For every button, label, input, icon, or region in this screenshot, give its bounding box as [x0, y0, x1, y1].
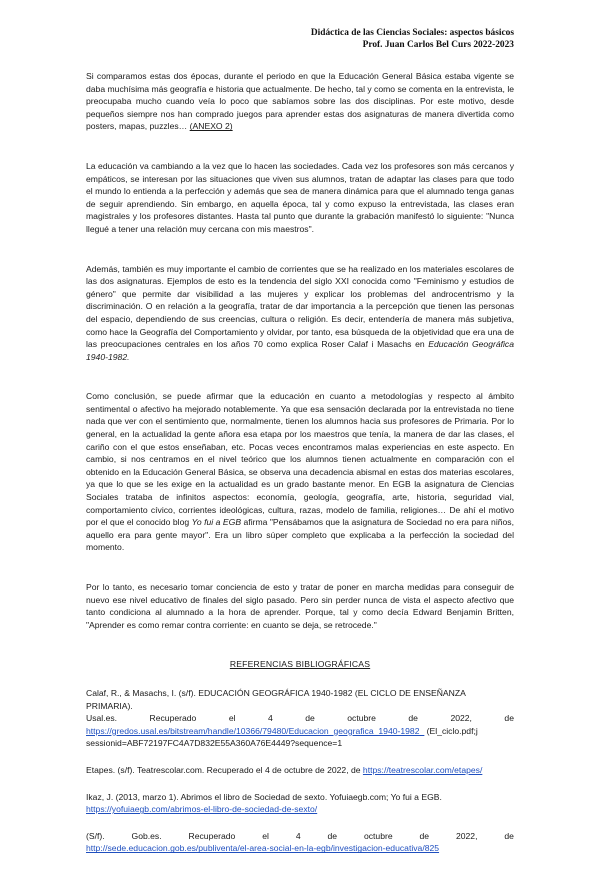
reference-gob-link[interactable]: http://sede.educacion.gob.es/publiventa/el-area-social-en-la-egb/investigacion-educativa/825: [86, 843, 440, 854]
header-professor-course: Prof. Juan Carlos Bel Curs 2022-2023: [362, 40, 514, 51]
reference-calaf-line2: [86, 712, 514, 725]
paragraph-final: Por lo tanto, es necesario tomar conciencia de esto y tratar de poner en marcha medidas para conseguir de nuevo ese nivel educativo de finales del siglo pasado. Pero sin perder nunca de vista el aspecto afectivo que tanto condiciona al alumnado a la hora de aprender. Porque, tal y como decía Edward Benjamin Britten, "Aprender es como remar contra corriente: en cuanto se deja, se retrocede.": [86, 582, 514, 630]
reference-calaf-tail: (El_ciclo.pdf;j sessionid=ABF72197FC4A7D832E55A360A76E4449?sequence=1: [86, 725, 478, 749]
ref-word: de: [419, 830, 430, 841]
ref-word: de: [504, 830, 514, 841]
ref-word: el: [262, 830, 269, 841]
reference-etapes: [86, 764, 514, 777]
book-title: Educación Geográfica 1940-1982.: [86, 339, 514, 362]
reference-calaf-line3: [86, 725, 514, 750]
ref-word: de: [305, 713, 315, 724]
ref-word: de: [504, 713, 514, 724]
paragraph-text: Si comparamos estas dos épocas, durante el periodo en que la Educación General Básica estaba vigente se daba muchísima más geografía e historia que actualmente. De hecho, tal y como se comenta en la entrevista, le preocupaba mucho cuando veía lo poco que sabíamos sobre las dos disciplinas. Por este motivo, desde pequeños siempre nos han comprado juegos para aprender estas dos asignaturas de manera divertida como posters, mapas, puzzles…: [86, 71, 515, 132]
document-header: [311, 27, 514, 52]
paragraph-comparison: [86, 70, 514, 133]
ref-word: (S/f).: [86, 830, 105, 841]
ref-word: octubre: [347, 713, 376, 724]
reference-gob: [86, 830, 514, 855]
reference-calaf-line1: Calaf, R., & Masachs, I. (s/f). EDUCACIÓN GEOGRÁFICA 1940-1982 (EL CICLO DE ENSEÑANZA PRIMARIA).: [86, 687, 466, 711]
ref-word: de: [327, 830, 338, 841]
reference-calaf: [86, 687, 514, 750]
ref-word: Usal.es.: [86, 713, 118, 724]
ref-word: 2022,: [450, 713, 472, 724]
ref-word: 2022,: [455, 830, 478, 841]
ref-word: Recuperado: [188, 830, 236, 841]
paragraph-education-change: La educación va cambiando a la vez que lo hacen las sociedades. Cada vez los profesores son más cercanos y empáticos, se interesan por las situaciones que viven sus alumnos, tratan de adaptar las clases para que todo el mundo lo entienda a la perfección y además que sea de manera dinámica para que el alumnado tenga ganas de seguir aprendiendo. Sin embargo, en aquella época, tal y como expuso la entrevistada, las clases eran magistrales y los profesores distantes. Hasta tal punto que durante la grabación manifestó lo siguiente: "Nunca llegué a tener una relación muy cercana con mis maestros".: [86, 160, 514, 234]
blog-title: Yo fui a EGB: [191, 517, 242, 528]
reference-ikaz-link[interactable]: https://yofuiaegb.com/abrimos-el-libro-de-sociedad-de-sexto/: [86, 804, 318, 815]
ref-word: Gob.es.: [131, 830, 162, 841]
ref-word: 4: [267, 713, 273, 724]
ref-word: de: [408, 713, 418, 724]
references-title: REFERENCIAS BIBLIOGRÁFICAS: [229, 659, 371, 670]
paragraph-text: Además, también es muy importante el cambio de corrientes que se ha realizado en los materiales escolares de las dos asignaturas. Ejemplos de esto es la tendencia del siglo XXI conocida como "Feminismo y estudios de género" que permite dar visibilidad a las mujeres y explicar los problemas del androcentrismo y la discriminación. O en relación a la geografía, tratar de dar importancia a la percepción que tienen las personas del espacio, dependiendo de sus creencias, cultura o religión. Es decir, entendería de manera más subjetiva, como hace la Geografía del Comportamiento y olvidar, por tanto, esa búsqueda de la objetividad que era una de las preocupaciones centrales en los años 70 como explica Roser Calaf i Masachs en: [86, 263, 514, 350]
ref-word: Recuperado: [149, 713, 197, 724]
annex-reference: (ANEXO 2): [189, 121, 233, 132]
reference-calaf-link[interactable]: https://gredos.usal.es/bitstream/handle/10366/79480/Educacion_geografica_1940-1982_: [86, 725, 425, 736]
document-body: [86, 70, 514, 869]
reference-etapes-link[interactable]: https://teatrescolar.com/etapes/: [362, 764, 483, 775]
paragraph-conclusion: [86, 390, 514, 554]
reference-ikaz-text: Ikaz, J. (2013, marzo 1). Abrimos el libro de Sociedad de sexto. Yofuiaegb.com; Yo fui a EGB.: [86, 791, 442, 802]
paragraph-text: Como conclusión, se puede afirmar que la educación en cuanto a metodologías y respecto al ámbito sentimental o afectivo ha mejorado notablemente. Ya que esa sensación declarada por la entrevistada no tiene nada que ver con el sentimiento que, normalmente, tienen los alumnos hacia sus profesores de Primaria. Por lo general, en la actualidad la gente añora esa etapa por los maestros que tenía, la manera de dar las clases, el cariño con el que estos enseñaban, etc. Pocas veces encontramos malas experiencias en este aspecto. En cambio, si nos centramos en el nivel teórico que los alumnos tienen actualmente en comparación con el obtenido en la Educación General Básica, se observa una decadencia abismal en estas dos materias escolares, ya que lo que se les exige en la actualidad es un grado bastante menor. En EGB la asignatura de Ciencias Sociales trataba de infinitos aspectos: economía, geología, geografía, arte, historia, seguridad vial, comportamiento cívico, corrientes ideológicas, cultura, razas, modelo de familia, religiones… De ahí el motivo por el que el conocido blog: [86, 391, 514, 528]
header-course-title: Didáctica de las Ciencias Sociales: aspectos básicos: [310, 28, 514, 38]
ref-word: 4: [295, 830, 301, 841]
ref-word: octubre: [363, 830, 393, 841]
reference-etapes-text: Etapes. (s/f). Teatrescolar.com. Recuperado el 4 de octubre de 2022, de: [86, 764, 363, 775]
paragraph-text-continued: afirma "Pensábamos que la asignatura de Sociedad no era para niños, aquello era para gente mayor". Era un libro súper completo que explicaba a la perfección la sociedad del momento.: [86, 517, 514, 553]
reference-ikaz: [86, 791, 514, 816]
ref-word: el: [228, 713, 236, 724]
paragraph-materials: [86, 263, 514, 364]
reference-gob-line1: [86, 830, 514, 843]
